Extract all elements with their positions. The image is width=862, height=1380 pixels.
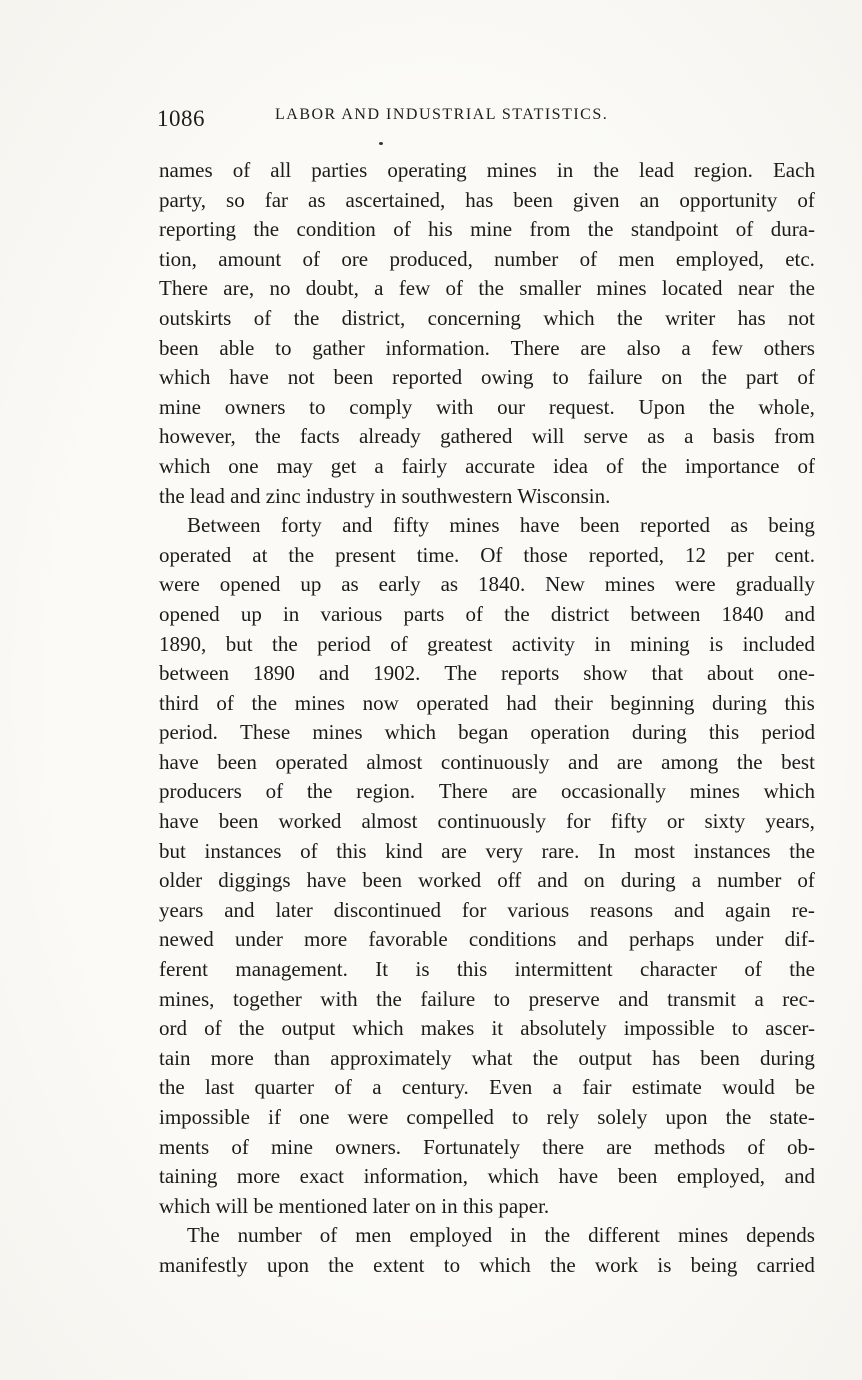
- text-line: were opened up as early as 1840. New mines were gradually: [159, 572, 815, 597]
- text-line: newed under more favorable conditions and perhaps under dif-: [159, 927, 815, 952]
- running-title: LABOR AND INDUSTRIAL STATISTICS.: [275, 106, 609, 123]
- text-line: which will be mentioned later on in this paper.: [159, 1193, 550, 1218]
- text-line: impossible if one were compelled to rely solely upon the state-: [159, 1105, 815, 1129]
- text-line: The number of men employed in the different mines depends: [187, 1223, 815, 1248]
- ink-speck: [379, 142, 383, 145]
- text-line: tion, amount of ore produced, number of men employed, etc.: [159, 246, 815, 271]
- text-line: reporting the condition of his mine from the standpoint of dura-: [159, 217, 815, 242]
- text-line: which have not been reported owing to failure on the part of: [159, 365, 815, 390]
- text-line: have been operated almost continuously and are among the best: [159, 749, 815, 774]
- text-line: ments of mine owners. Fortunately there are methods of ob-: [159, 1134, 815, 1159]
- paragraph: [159, 156, 815, 511]
- text-line: ord of the output which makes it absolutely impossible to ascer-: [159, 1016, 815, 1041]
- text-line: party, so far as ascertained, has been given an opportunity of: [159, 187, 815, 212]
- text-line: been able to gather information. There are also a few others: [159, 335, 815, 360]
- page-header: [157, 104, 817, 136]
- text-line: the last quarter of a century. Even a fair estimate would be: [159, 1075, 815, 1100]
- text-line: taining more exact information, which have been employed, and: [159, 1164, 815, 1189]
- text-line: the lead and zinc industry in southwestern Wisconsin.: [159, 483, 611, 508]
- text-line: producers of the region. There are occasionally mines which: [159, 779, 815, 804]
- text-line: between 1890 and 1902. The reports show that about one-: [159, 661, 815, 686]
- text-line: mines, together with the failure to preserve and transmit a rec-: [159, 986, 815, 1011]
- body-text: [159, 156, 815, 1281]
- text-line: ferent management. It is this intermittent character of the: [159, 957, 815, 982]
- text-line: years and later discontinued for various reasons and again re-: [159, 897, 815, 922]
- page-number: 1086: [157, 106, 205, 131]
- text-line: period. These mines which began operation during this period: [159, 720, 815, 745]
- text-line: names of all parties operating mines in the lead region. Each: [159, 158, 815, 182]
- text-line: manifestly upon the extent to which the work is being carried: [159, 1252, 815, 1277]
- text-line: but instances of this kind are very rare. In most instances the: [159, 838, 815, 863]
- text-line: however, the facts already gathered will serve as a basis from: [159, 424, 815, 449]
- text-line: outskirts of the district, concerning which the writer has not: [159, 305, 815, 330]
- paragraph: [159, 511, 815, 1221]
- text-line: tain more than approximately what the output has been during: [159, 1045, 815, 1070]
- text-line: There are, no doubt, a few of the smaller mines located near the: [159, 276, 815, 301]
- text-line: older diggings have been worked off and on during a number of: [159, 868, 815, 893]
- text-line: 1890, but the period of greatest activity in mining is included: [159, 631, 815, 656]
- text-line: third of the mines now operated had their beginning during this: [159, 690, 815, 715]
- paragraph: [159, 1221, 815, 1280]
- text-line: which one may get a fairly accurate idea of the importance of: [159, 453, 815, 478]
- text-line: operated at the present time. Of those reported, 12 per cent.: [159, 542, 815, 567]
- text-line: have been worked almost continuously for fifty or sixty years,: [159, 809, 815, 834]
- text-line: mine owners to comply with our request. Upon the whole,: [159, 394, 815, 419]
- text-line: opened up in various parts of the district between 1840 and: [159, 601, 815, 626]
- text-line: Between forty and fifty mines have been reported as being: [187, 513, 815, 538]
